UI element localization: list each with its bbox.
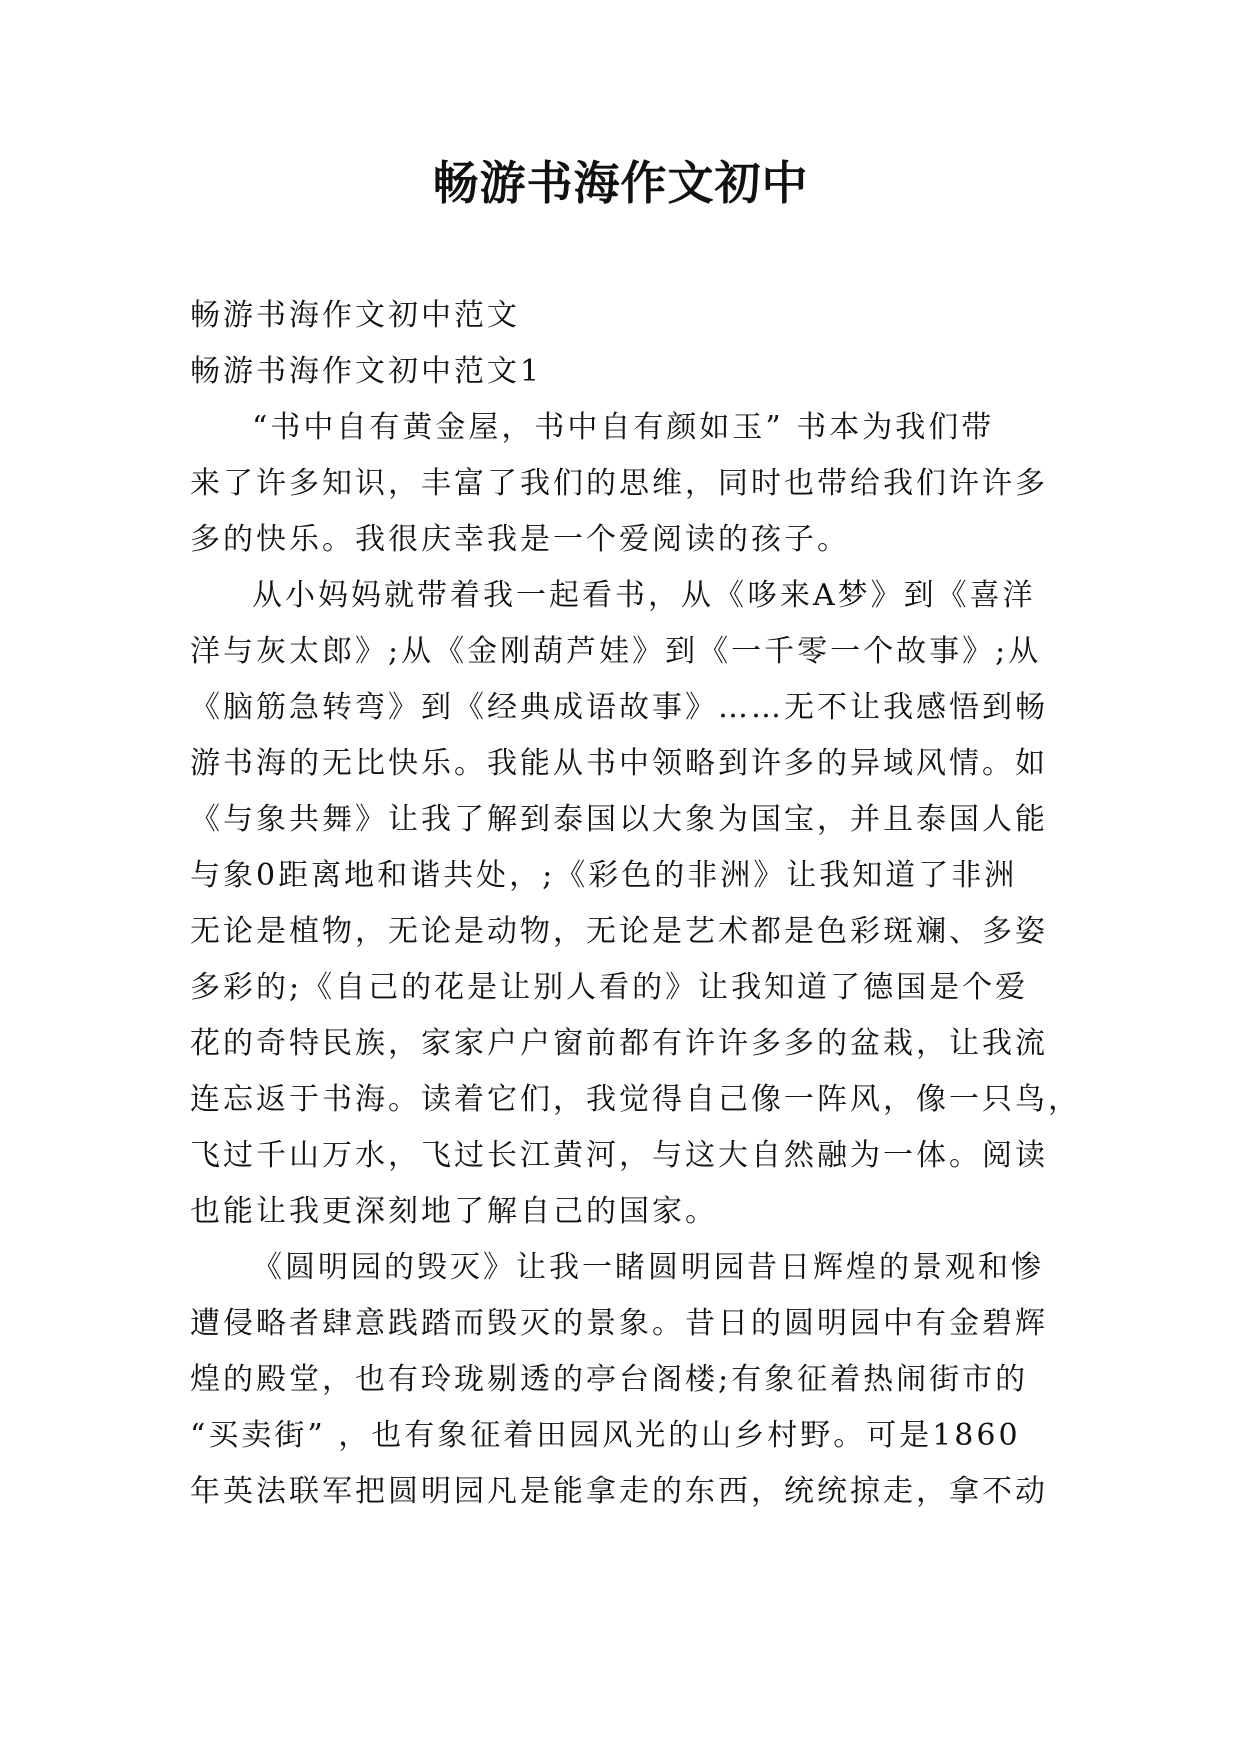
paragraph-line: 无论是植物，无论是动物，无论是艺术都是色彩斑斓、多姿 [190,914,1048,949]
paragraph-line: 飞过千山万水，飞过长江黄河，与这大自然融为一体。阅读 [190,1138,1048,1173]
paragraph-line: 洋与灰太郎》;从《金刚葫芦娃》到《一千零一个故事》;从 [190,634,1042,669]
document-body [190,288,1081,1520]
subtitle-line: 畅游书海作文初中范文 [190,298,520,333]
document-title: 畅游书海作文初中 [432,156,809,210]
paragraph-line: “买卖街” ，也有象征着田园风光的山乡村野。可是1860 [190,1418,1021,1453]
paragraph-line: 与象0距离地和谐共处，;《彩色的非洲》让我知道了非洲 [190,858,1018,893]
paragraph-line: 也能让我更深刻地了解自己的国家。 [190,1194,718,1229]
paragraph-line: 《圆明园的毁灭》让我一睹圆明园昔日辉煌的景观和惨 [252,1250,1044,1285]
paragraph-line: 游书海的无比快乐。我能从书中领略到许多的异域风情。如 [190,746,1048,781]
paragraph-line: 多的快乐。我很庆幸我是一个爱阅读的孩子。 [190,522,850,557]
paragraph-line: 从小妈妈就带着我一起看书，从《哆来A梦》到《喜洋 [252,578,1036,613]
subtitle-line: 畅游书海作文初中范文1 [190,354,543,389]
paragraph-line: 《与象共舞》让我了解到泰国以大象为国宝，并且泰国人能 [190,802,1048,837]
paragraph-line: 遭侵略者肆意践踏而毁灭的景象。昔日的圆明园中有金碧辉 [190,1306,1048,1341]
paragraph-line: 多彩的;《自己的花是让别人看的》让我知道了德国是个爱 [190,970,1029,1005]
paragraph-line: 煌的殿堂，也有玲珑剔透的亭台阁楼;有象征着热闹街市的 [190,1362,1029,1397]
paragraph-line: 年英法联军把圆明园凡是能拿走的东西，统统掠走，拿不动 [190,1474,1048,1509]
paragraph-line: 花的奇特民族，家家户户窗前都有许许多多的盆栽，让我流 [190,1026,1048,1061]
paragraph-line: 连忘返于书海。读着它们，我觉得自己像一阵风，像一只鸟， [190,1082,1081,1117]
paragraph-line: “书中自有黄金屋，书中自有颜如玉” 书本为我们带 [252,410,995,445]
paragraph-line: 《脑筋急转弯》到《经典成语故事》……无不让我感悟到畅 [190,690,1048,725]
paragraph-line: 来了许多知识，丰富了我们的思维，同时也带给我们许许多 [190,466,1048,501]
